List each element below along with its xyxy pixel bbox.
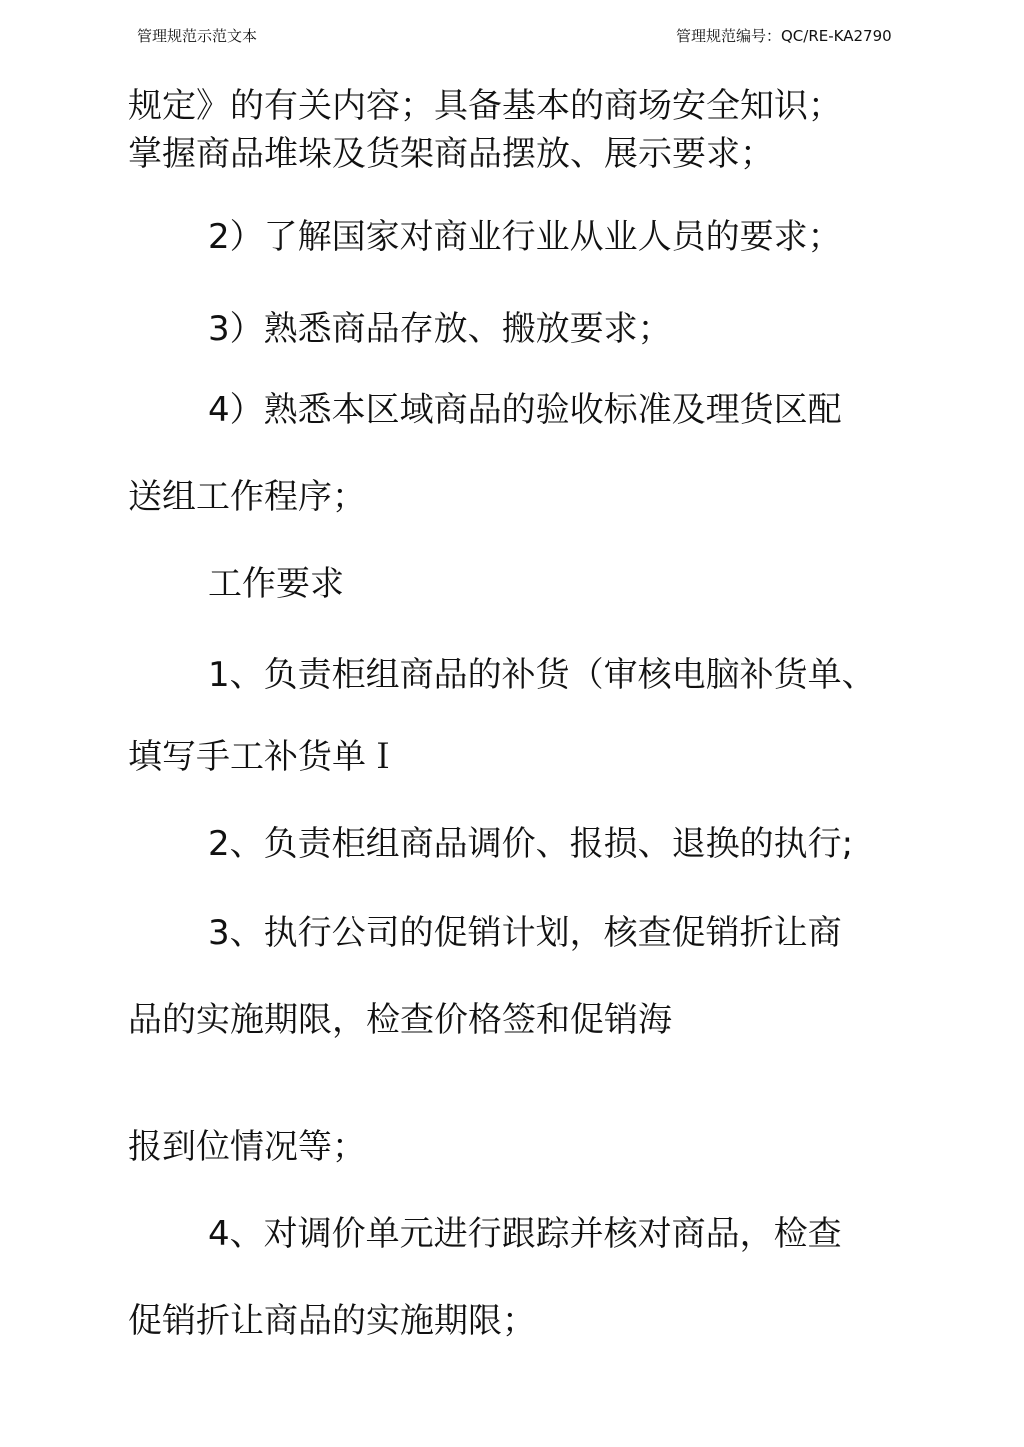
text-line: 规定》的有关内容；具备基本的商场安全知识； bbox=[128, 86, 842, 126]
header-document-title: 管理规范示范文本 bbox=[137, 27, 258, 45]
text-line: 报到位情况等； bbox=[128, 1127, 366, 1167]
text-line: 2）了解国家对商业行业从业人员的要求； bbox=[208, 217, 842, 257]
text-line: 4）熟悉本区域商品的验收标准及理货区配 bbox=[208, 390, 842, 430]
text-line: 送组工作程序； bbox=[128, 477, 366, 517]
header-document-code: 管理规范编号：QC/RE-KA2790 bbox=[676, 27, 892, 45]
text-line: 3、执行公司的促销计划，核查促销折让商 bbox=[208, 913, 842, 953]
text-line: 1、负责柜组商品的补货（审核电脑补货单、 bbox=[208, 655, 876, 695]
text-line: 填写手工补货单Ｉ bbox=[128, 737, 400, 777]
text-line: 4、对调价单元进行跟踪并核对商品，检查 bbox=[208, 1214, 842, 1254]
text-line: 品的实施期限，检查价格签和促销海 bbox=[128, 1000, 672, 1040]
text-line: 掌握商品堆垛及货架商品摆放、展示要求； bbox=[128, 134, 774, 174]
text-line: 3）熟悉商品存放、搬放要求； bbox=[208, 309, 672, 349]
section-heading: 工作要求 bbox=[208, 564, 344, 604]
text-line: 2、负责柜组商品调价、报损、退换的执行; bbox=[208, 824, 854, 864]
text-line: 促销折让商品的实施期限； bbox=[128, 1301, 536, 1341]
